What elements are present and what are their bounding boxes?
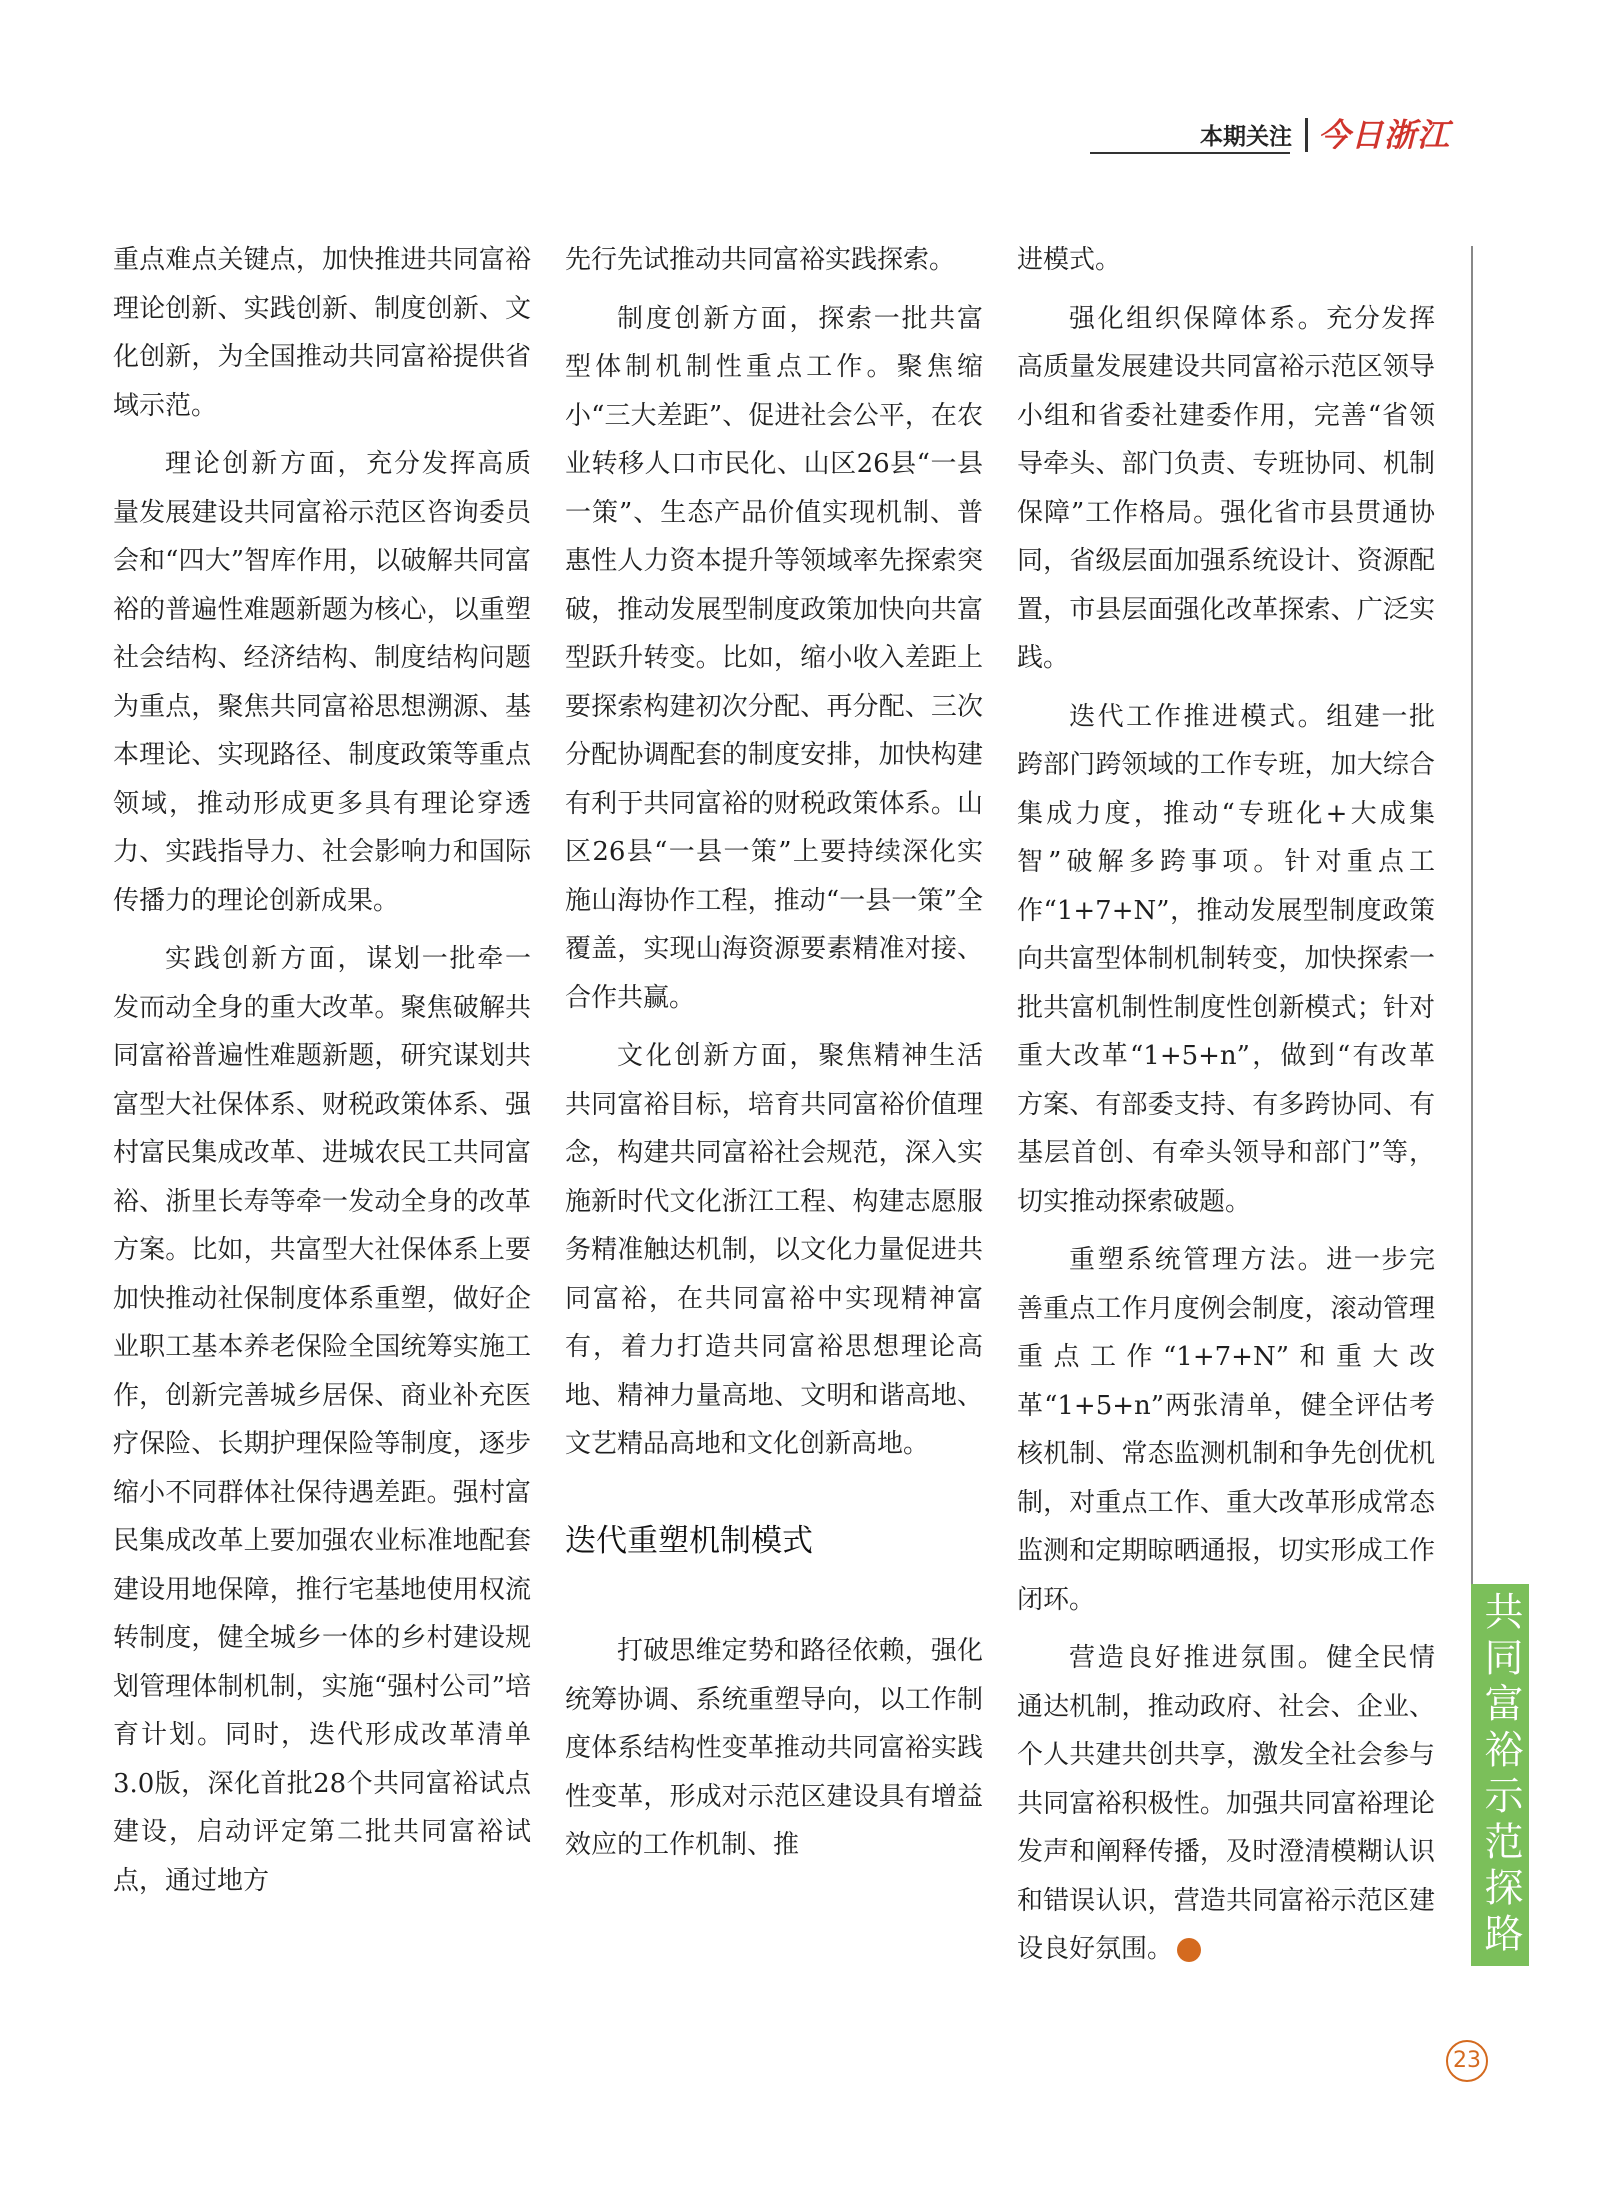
paragraph-body: 谋划一批牵一发而动全身的重大改革。聚焦破解共同富裕普遍性难题新题，研究谋划共富型大社保体系、财税政策体系、强村富民集成改革、进城农民工共同富裕、浙里长寿等牵一发动全身的改革方案。比如，共富型大社保体系上要加快推动社保制度体系重塑，做好企业职工基本养老保险全国统筹实施工作，创新完善城乡居保、商业补充医疗保险、长期护理保险等制度，逐步缩小不同群体社保待遇差距。强村富民集成改革上要加强农业标准地配套建设用地保障，推行宅基地使用权流转制度，健全城乡一体的乡村建设规划管理体制机制，实施“强村公司”培育计划。同时，迭代形成改革清单3.0版，深化首批28个共同富裕试点建设，启动评定第二批共同富裕试点，通过地方 — [113, 944, 531, 1896]
paragraph: 进模式。 — [1017, 245, 1122, 275]
section-side-tab — [1471, 1584, 1529, 1966]
header-rule — [1090, 152, 1290, 154]
paragraph-body: 进一步完善重点工作月度例会制度，滚动管理重点工作“1+7+N”和重大改革“1+5+n”两张清单，健全评估考核机制、常态监测机制和争先创优机制，对重点工作、重大改革形成常态监测和定期晾晒通报，切实形成工作闭环。 — [1017, 1245, 1435, 1615]
paragraph — [1017, 1634, 1435, 1974]
paragraph — [565, 295, 983, 1023]
paragraph-lead: 理论创新方面， — [165, 449, 367, 479]
paragraph-lead: 实践创新方面， — [165, 944, 367, 974]
paragraph-body: 充分发挥高质量发展建设共同富裕示范区咨询委员会和“四大”智库作用，以破解共同富裕的普遍性难题新题为核心，以重塑社会结构、经济结构、制度结构问题为重点，聚焦共同富裕思想溯源、基本理论、实现路径、制度政策等重点领域，推动形成更多具有理论穿透力、实践指导力、社会影响力和国际传播力的理论创新成果。 — [113, 449, 531, 916]
paragraph — [113, 935, 531, 1905]
side-tab-label: 共同富裕示范探路 — [1478, 1591, 1523, 1959]
paragraph-body: 组建一批跨部门跨领域的工作专班，加大综合集成力度，推动“专班化+大成集智”破解多跨事项。针对重点工作“1+7+N”，推动发展型制度政策向共富型体制机制转变，加快探索一批共富机制性制度性创新模式；针对重大改革“1+5+n”，做到“有改革方案、有部委支持、有多跨协同、有基层首创、有牵头领导和部门”等，切实推动探索破题。 — [1017, 701, 1435, 1217]
paragraph-body: 健全民情通达机制，推动政府、社会、企业、个人共建共创共享，激发全社会参与共同富裕积极性。加强共同富裕理论发声和阐释传播，及时澄清模糊认识和错误认识，营造共同富裕示范区建设良好氛围。 — [1017, 1643, 1435, 1964]
paragraph-lead: 重塑系统管理方法。 — [1069, 1245, 1327, 1275]
article-column-2 — [565, 236, 983, 1880]
paragraph — [113, 440, 531, 925]
section-label: 本期关注 — [1200, 124, 1292, 150]
article-end-mark-icon — [1177, 1938, 1201, 1962]
magazine-logo: 今日浙江 — [1318, 116, 1451, 154]
paragraph-body: 充分发挥高质量发展建设共同富裕示范区领导小组和省委社建委作用，完善“省领导牵头、部门负责、专班协同、机制保障”工作格局。强化省市县贯通协同，省级层面加强系统设计、资源配置，市县层面强化改革探索、广泛实践。 — [1017, 303, 1435, 673]
paragraph — [1017, 295, 1435, 683]
paragraph — [1017, 693, 1435, 1227]
paragraph-body: 探索一批共富型体制机制性重点工作。聚焦缩小“三大差距”、促进社会公平，在农业转移人口市民化、山区26县“一县一策”、生态产品价值实现机制、普惠性人力资本提升等领域率先探索突破，推动发展型制度政策加快向共富型跃升转变。比如，缩小收入差距上要探索构建初次分配、再分配、三次分配协调配套的制度安排，加快构建有利于共同富裕的财税政策体系。山区26县“一县一策”上要持续深化实施山海协作工程，推动“一县一策”全覆盖，实现山海资源要素精准对接、合作共赢。 — [565, 303, 983, 1013]
paragraph — [1017, 1236, 1435, 1624]
paragraph-lead: 迭代工作推进模式。 — [1069, 701, 1327, 732]
paragraph-lead: 强化组织保障体系。 — [1069, 303, 1327, 334]
paragraph-lead: 文化创新方面， — [617, 1041, 819, 1071]
side-rule — [1471, 246, 1473, 1592]
paragraph: 重点难点关键点，加快推进共同富裕理论创新、实践创新、制度创新、文化创新，为全国推动共同富裕提供省域示范。 — [113, 245, 531, 421]
article-column-1 — [113, 236, 531, 1915]
paragraph-lead: 制度创新方面， — [617, 303, 819, 334]
header-divider — [1305, 118, 1308, 152]
paragraph-lead: 营造良好推进氛围。 — [1069, 1643, 1327, 1673]
page-number: 23 — [1446, 2040, 1488, 2082]
article-column-3 — [1017, 236, 1435, 1984]
paragraph-body: 聚焦精神生活共同富裕目标，培育共同富裕价值理念，构建共同富裕社会规范，深入实施新时代文化浙江工程、构建志愿服务精准触达机制，以文化力量促进共同富裕，在共同富裕中实现精神富有，着力打造共同富裕思想理论高地、精神力量高地、文明和谐高地、文艺精品高地和文化创新高地。 — [565, 1041, 983, 1459]
paragraph — [565, 1032, 983, 1469]
section-heading: 迭代重塑机制模式 — [565, 1522, 813, 1559]
paragraph: 打破思维定势和路径依赖，强化统筹协调、系统重塑导向，以工作制度体系结构性变革推动共同富裕实践性变革，形成对示范区建设具有增益效应的工作机制、推 — [565, 1636, 983, 1860]
paragraph: 先行先试推动共同富裕实践探索。 — [565, 245, 956, 275]
